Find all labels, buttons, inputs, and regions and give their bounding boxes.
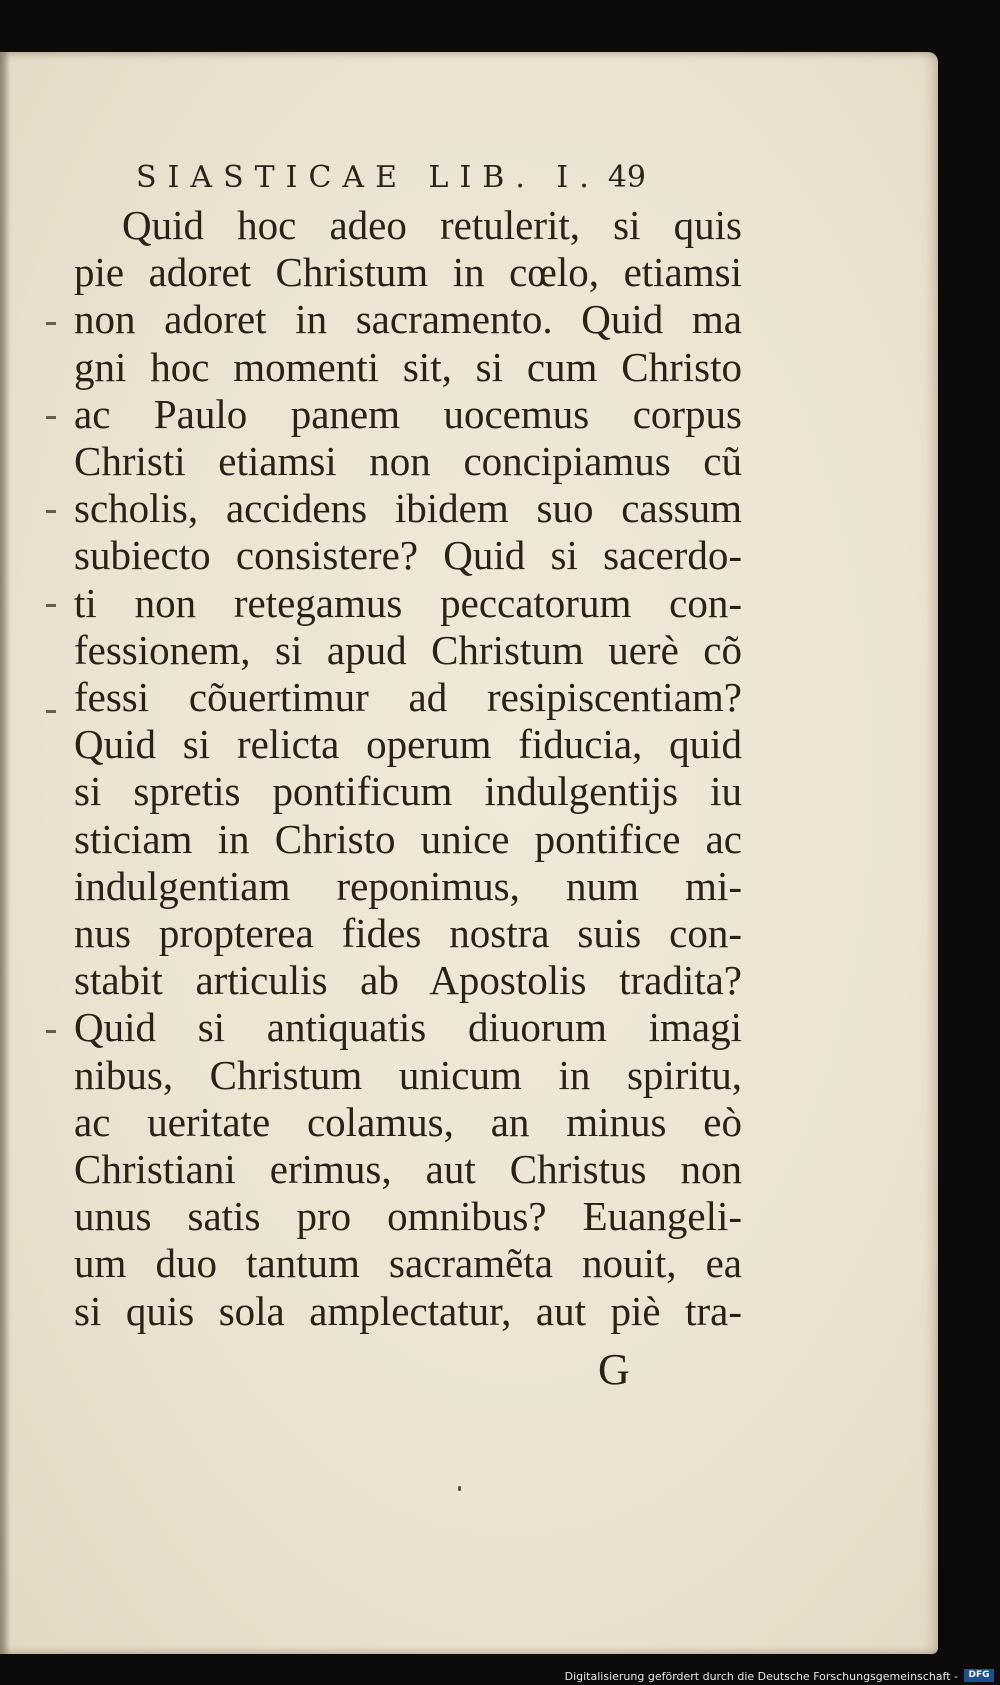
text-line: si quis sola amplectatur, aut piè tra- bbox=[74, 1287, 742, 1334]
text-line: subiecto consistere? Quid si sacerdo- bbox=[74, 532, 742, 579]
ink-speck bbox=[458, 1486, 461, 1491]
text-line: ac ueritate colamus, an minus eò bbox=[74, 1098, 742, 1145]
text-line: ti non retegamus peccatorum con- bbox=[74, 579, 742, 626]
page-gutter-shadow bbox=[0, 52, 10, 1654]
margin-mark bbox=[46, 604, 56, 607]
folio-number: 49 bbox=[607, 160, 646, 195]
text-line: unus satis pro omnibus? Euangeli- bbox=[74, 1193, 742, 1240]
text-line: nibus, Christum unicum in spiritu, bbox=[74, 1051, 742, 1098]
margin-mark bbox=[46, 710, 56, 713]
body-text bbox=[74, 202, 742, 1335]
text-line: stabit articulis ab Apostolis tradita? bbox=[74, 957, 742, 1004]
text-line: um duo tantum sacramẽta nouit, ea bbox=[74, 1240, 742, 1287]
text-line: non adoret in sacramento. Quid ma bbox=[74, 296, 742, 343]
margin-mark bbox=[46, 1030, 56, 1033]
text-line: Christiani erimus, aut Christus non bbox=[74, 1146, 742, 1193]
text-line: indulgentiam reponimus, num mi- bbox=[74, 862, 742, 909]
book-page bbox=[0, 52, 938, 1654]
text-line: ac Paulo panem uocemus corpus bbox=[74, 390, 742, 437]
dfg-logo: DFG bbox=[964, 1669, 994, 1682]
margin-mark bbox=[46, 416, 56, 419]
margin-mark bbox=[46, 322, 56, 325]
text-line: pie adoret Christum in cœlo, etiamsi bbox=[74, 249, 742, 296]
text-line: Quid si relicta operum fiducia, quid bbox=[74, 721, 742, 768]
running-head-title: SIASTICAE LIB. I. bbox=[136, 160, 600, 195]
text-line: Quid hoc adeo retulerit, si quis bbox=[122, 202, 742, 248]
text-line: Christi etiamsi non concipiamus cũ bbox=[74, 438, 742, 485]
running-head bbox=[136, 160, 646, 195]
margin-mark bbox=[46, 510, 56, 513]
catchword: G bbox=[598, 1345, 630, 1394]
text-line: scholis, accidens ibidem suo cassum bbox=[74, 485, 742, 532]
text-line: si spretis pontificum indulgentijs iu bbox=[74, 768, 742, 815]
text-line: gni hoc momenti sit, si cum Christo bbox=[74, 343, 742, 390]
text-line: Quid si antiquatis diuorum imagi bbox=[74, 1004, 742, 1051]
text-line: sticiam in Christo unice pontifice ac bbox=[74, 815, 742, 862]
digitization-credit: Digitalisierung gefördert durch die Deutsche Forschungsgemeinschaft - bbox=[564, 1670, 958, 1683]
text-line: nus propterea fides nostra suis con- bbox=[74, 910, 742, 957]
text-line: fessionem, si apud Christum uerè cõ bbox=[74, 626, 742, 673]
text-line: fessi cõuertimur ad resipiscentiam? bbox=[74, 674, 742, 721]
